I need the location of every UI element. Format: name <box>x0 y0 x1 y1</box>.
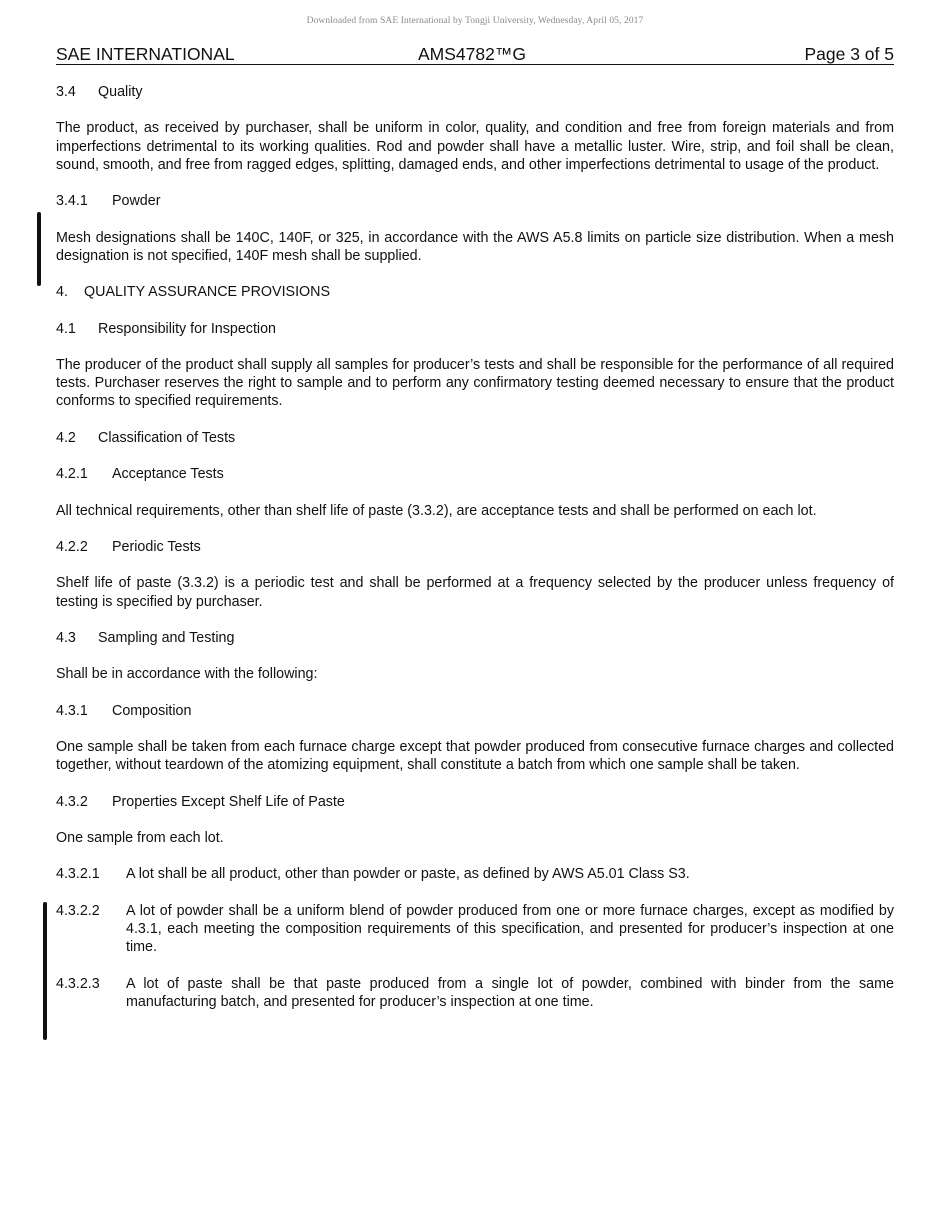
subsection-item: 4.3.2.2 A lot of powder shall be a uniform blend of powder produced from one or more furnace charges, except as modified by 4.3.1, each meeting the composition requirements of this specification, and presented for producer’s inspection at one time. <box>56 902 894 956</box>
section-heading: 4.3.2 Properties Except Shelf Life of Paste <box>56 793 345 810</box>
section-paragraph: The producer of the product shall supply all samples for producer’s tests and shall be responsible for the performance of all required tests. Purchaser reserves the right to sample and to perform any confirmatory testing deemed necessary to ensure that the product conforms to specified requirements. <box>56 356 894 410</box>
section-heading: 3.4 Quality <box>56 84 143 100</box>
section-paragraph: One sample from each lot. <box>56 830 224 847</box>
section-heading: 4.3 Sampling and Testing <box>56 629 235 646</box>
change-bar <box>37 212 41 286</box>
section-heading: 3.4.1 Powder <box>56 193 161 210</box>
section-paragraph: The product, as received by purchaser, shall be uniform in color, quality, and condition and free from foreign materials and from imperfections detrimental to its working qualities. Rod and powder shall have a metallic luster. Wire, strip, and foil shall be clean, sound, smooth, and free from ragged edges, splitting, damaged ends, and other imperfections detrimental to usage of the product. <box>56 120 894 173</box>
document-body <box>56 83 894 1011</box>
section-heading: 4.2 Classification of Tests <box>56 429 236 446</box>
page-header <box>56 44 894 65</box>
header-document-number: AMS4782™G <box>418 44 526 64</box>
section-heading: 4. QUALITY ASSURANCE PROVISIONS <box>56 284 331 301</box>
section-heading: 4.1 Responsibility for Inspection <box>56 320 277 337</box>
section-paragraph: Shelf life of paste (3.3.2) is a periodic test and shall be performed at a frequency selected by the producer unless frequency of testing is specified by purchaser. <box>56 575 894 610</box>
section-paragraph: Mesh designations shall be 140C, 140F, or 325, in accordance with the AWS A5.8 limits on particle size distribution. When a mesh designation is not specified, 140F mesh shall be supplied. <box>56 229 894 264</box>
header-page-number: Page 3 of 5 <box>804 44 894 64</box>
subsection-item: 4.3.2.1 A lot shall be all product, other than powder or paste, as defined by AWS A5.01 Class S3. <box>56 866 690 883</box>
section-heading: 4.2.2 Periodic Tests <box>56 538 201 555</box>
section-paragraph: One sample shall be taken from each furnace charge except that powder produced from consecutive furnace charges and collected together, without teardown of the atomizing equipment, shall constitute a batch from which one sample shall be taken. <box>56 739 894 774</box>
download-watermark: Downloaded from SAE International by Tongji University, Wednesday, April 05, 2017 <box>306 16 644 26</box>
subsection-item: 4.3.2.3 A lot of paste shall be that paste produced from a single lot of powder, combined with binder from the same manufacturing batch, and presented for producer’s inspection at one time. <box>56 975 894 1010</box>
change-bar <box>43 902 47 1040</box>
section-heading: 4.3.1 Composition <box>56 702 192 719</box>
section-heading: 4.2.1 Acceptance Tests <box>56 466 224 483</box>
header-organization: SAE INTERNATIONAL <box>56 44 235 64</box>
section-paragraph: All technical requirements, other than shelf life of paste (3.3.2), are acceptance tests and shall be performed on each lot. <box>56 502 817 519</box>
section-paragraph: Shall be in accordance with the following: <box>56 666 318 683</box>
